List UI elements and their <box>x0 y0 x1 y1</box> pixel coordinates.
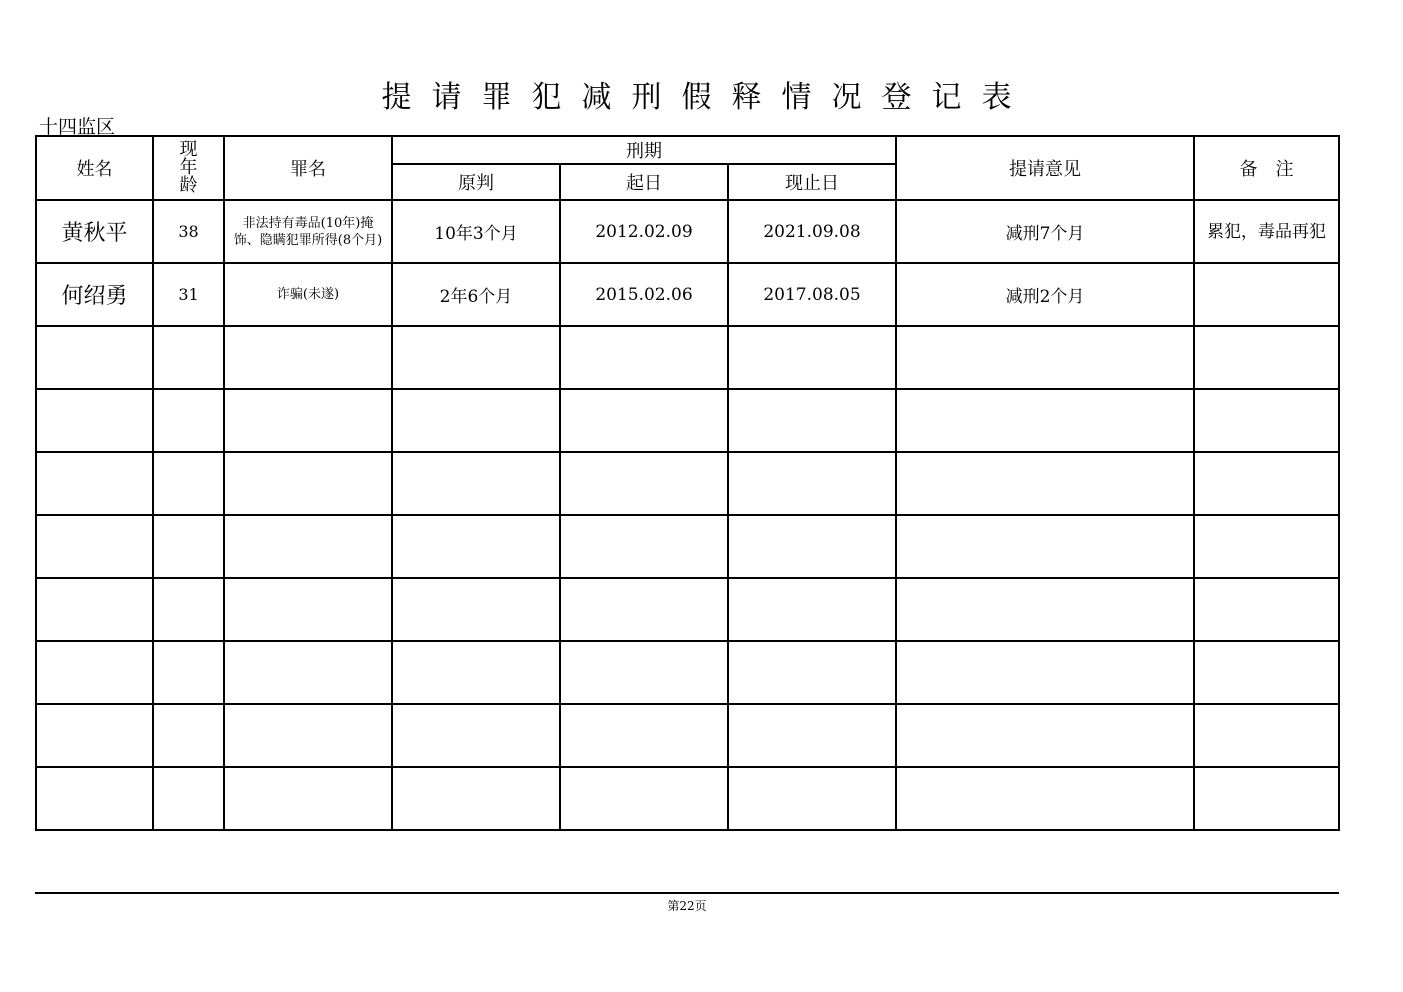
empty-cell <box>560 641 728 704</box>
header-sentence: 刑期 <box>392 136 896 164</box>
sentence-end: 2021.09.08 <box>728 200 896 263</box>
empty-cell <box>1194 515 1339 578</box>
empty-cell <box>896 704 1194 767</box>
empty-table-row <box>36 515 1339 578</box>
header-remark: 备 注 <box>1194 136 1339 200</box>
proposal-opinion: 减刑7个月 <box>896 200 1194 263</box>
sentence-start: 2015.02.06 <box>560 263 728 326</box>
empty-cell <box>36 578 153 641</box>
district-label: 十四监区 <box>39 116 116 138</box>
empty-cell <box>224 704 392 767</box>
empty-cell <box>728 767 896 830</box>
empty-cell <box>224 326 392 389</box>
empty-cell <box>153 704 224 767</box>
empty-table-row <box>36 578 1339 641</box>
empty-cell <box>392 641 560 704</box>
empty-cell <box>728 578 896 641</box>
empty-cell <box>728 515 896 578</box>
empty-cell <box>392 389 560 452</box>
empty-cell <box>560 578 728 641</box>
empty-cell <box>896 452 1194 515</box>
empty-cell <box>896 578 1194 641</box>
original-sentence: 2年6个月 <box>392 263 560 326</box>
empty-cell <box>392 326 560 389</box>
empty-cell <box>896 389 1194 452</box>
empty-cell <box>728 389 896 452</box>
empty-cell <box>224 641 392 704</box>
header-original: 原判 <box>392 164 560 200</box>
prisoner-name: 何绍勇 <box>36 263 153 326</box>
header-name: 姓名 <box>36 136 153 200</box>
header-start: 起日 <box>560 164 728 200</box>
empty-cell <box>728 704 896 767</box>
empty-cell <box>560 389 728 452</box>
empty-cell <box>36 641 153 704</box>
empty-cell <box>153 578 224 641</box>
empty-cell <box>224 452 392 515</box>
empty-cell <box>896 515 1194 578</box>
empty-cell <box>1194 578 1339 641</box>
empty-cell <box>36 767 153 830</box>
empty-cell <box>224 578 392 641</box>
prisoner-crime: 诈骗(未遂) <box>224 263 392 326</box>
empty-cell <box>36 515 153 578</box>
header-end: 现止日 <box>728 164 896 200</box>
table-row <box>36 263 1339 326</box>
header-crime: 罪名 <box>224 136 392 200</box>
empty-cell <box>560 452 728 515</box>
empty-cell <box>153 389 224 452</box>
remark <box>1194 200 1339 263</box>
empty-cell <box>153 452 224 515</box>
prisoner-age: 31 <box>153 263 224 326</box>
remark <box>1194 263 1339 326</box>
empty-cell <box>1194 641 1339 704</box>
empty-cell <box>1194 767 1339 830</box>
empty-cell <box>224 389 392 452</box>
sentence-end: 2017.08.05 <box>728 263 896 326</box>
header-age <box>153 136 224 200</box>
empty-cell <box>392 515 560 578</box>
empty-cell <box>560 767 728 830</box>
remark-text: 累犯，毒品再犯 <box>1207 221 1327 242</box>
footer-divider <box>35 892 1339 894</box>
empty-table-row <box>36 704 1339 767</box>
empty-cell <box>153 326 224 389</box>
empty-cell <box>36 704 153 767</box>
page-number: 第22页 <box>667 899 707 913</box>
original-sentence: 10年3个月 <box>392 200 560 263</box>
empty-cell <box>896 326 1194 389</box>
sentence-start: 2012.02.09 <box>560 200 728 263</box>
empty-cell <box>728 452 896 515</box>
empty-cell <box>36 452 153 515</box>
empty-table-row <box>36 641 1339 704</box>
empty-cell <box>1194 452 1339 515</box>
empty-cell <box>36 389 153 452</box>
header-age-text: 现年龄 <box>179 139 198 196</box>
empty-cell <box>560 326 728 389</box>
empty-table-row <box>36 326 1339 389</box>
empty-cell <box>728 326 896 389</box>
empty-cell <box>1194 326 1339 389</box>
registration-table <box>35 135 1340 831</box>
header-opinion: 提请意见 <box>896 136 1194 200</box>
empty-cell <box>728 641 896 704</box>
empty-cell <box>36 326 153 389</box>
prisoner-age: 38 <box>153 200 224 263</box>
empty-cell <box>1194 389 1339 452</box>
empty-cell <box>392 578 560 641</box>
prisoner-crime <box>224 200 392 263</box>
empty-cell <box>896 641 1194 704</box>
empty-cell <box>392 767 560 830</box>
prisoner-name: 黄秋平 <box>36 200 153 263</box>
empty-cell <box>560 515 728 578</box>
empty-table-row <box>36 389 1339 452</box>
empty-table-row <box>36 452 1339 515</box>
empty-cell <box>224 515 392 578</box>
empty-cell <box>392 452 560 515</box>
empty-cell <box>153 641 224 704</box>
proposal-opinion: 减刑2个月 <box>896 263 1194 326</box>
empty-cell <box>224 767 392 830</box>
prisoner-crime-text: 非法持有毒品(10年)掩饰、隐瞒犯罪所得(8个月) <box>233 215 383 248</box>
empty-cell <box>560 704 728 767</box>
empty-cell <box>1194 704 1339 767</box>
table-row <box>36 200 1339 263</box>
empty-cell <box>392 704 560 767</box>
empty-table-row <box>36 767 1339 830</box>
form-title: 提请罪犯减刑假释情况登记表 <box>381 80 1032 115</box>
empty-cell <box>153 515 224 578</box>
empty-cell <box>153 767 224 830</box>
empty-cell <box>896 767 1194 830</box>
